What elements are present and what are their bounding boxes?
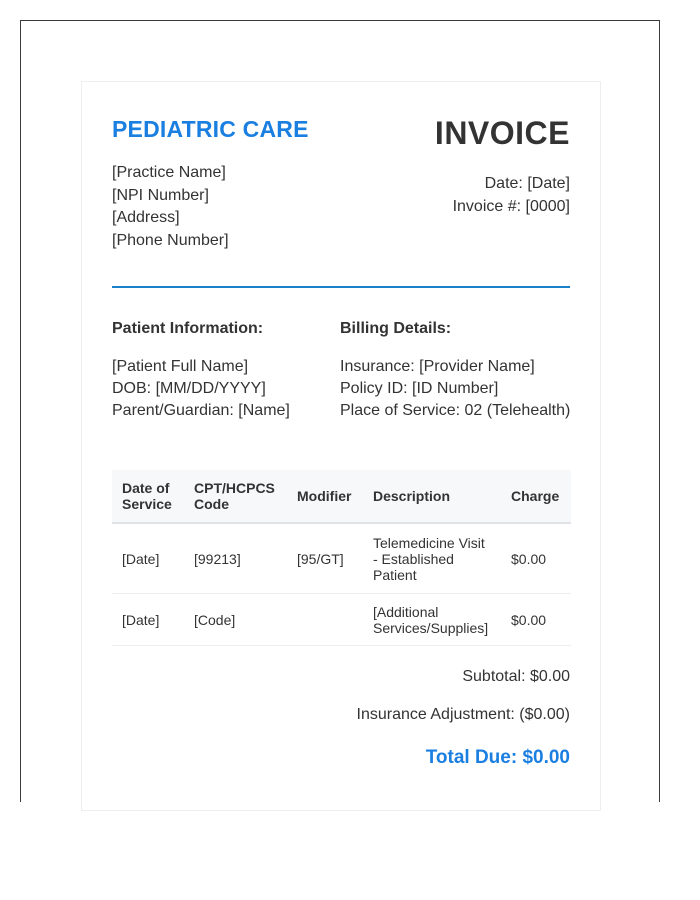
practice-address: [Address]	[112, 209, 180, 226]
practice-brand: PEDIATRIC CARE	[112, 116, 309, 142]
subtotal: Subtotal: $0.00	[462, 668, 570, 685]
table-header-row	[112, 470, 571, 523]
practice-phone: [Phone Number]	[112, 231, 229, 249]
cell-code: [Code]	[184, 594, 287, 646]
patient-dob: DOB: [MM/DD/YYYY]	[112, 380, 266, 397]
insurance-adjustment: Insurance Adjustment: ($0.00)	[356, 706, 570, 723]
cell-description: [Additional Services/Supplies]	[363, 594, 501, 646]
cell-date: [Date]	[112, 523, 184, 594]
place-of-service: Place of Service: 02 (Telehealth)	[340, 402, 571, 419]
cell-modifier	[287, 594, 363, 646]
cell-date: [Date]	[112, 594, 184, 646]
total-due: Total Due: $0.00	[425, 747, 570, 768]
table-row	[112, 594, 571, 646]
cell-description: Telemedicine Visit - Established Patient	[363, 523, 501, 594]
billing-details	[340, 320, 580, 422]
invoice-meta	[453, 173, 570, 218]
invoice-date: Date: [Date]	[484, 175, 570, 192]
patient-heading: Patient Information:	[112, 320, 264, 337]
cell-charge: $0.00	[501, 523, 571, 594]
column-header-date: Date of Service	[112, 470, 184, 523]
header-divider	[112, 286, 570, 288]
billing-heading: Billing Details:	[340, 320, 452, 337]
npi-number: [NPI Number]	[112, 186, 209, 204]
invoice-title: INVOICE	[434, 115, 570, 151]
insurance-provider: Insurance: [Provider Name]	[340, 358, 535, 375]
patient-information	[112, 320, 332, 422]
practice-details	[112, 162, 229, 252]
parent-guardian: Parent/Guardian: [Name]	[112, 402, 290, 419]
invoice-number: Invoice #: [0000]	[452, 197, 570, 215]
practice-name: [Practice Name]	[112, 164, 226, 181]
table-row	[112, 523, 571, 594]
policy-id: Policy ID: [ID Number]	[340, 380, 499, 397]
cell-modifier: [95/GT]	[287, 523, 363, 594]
patient-name: [Patient Full Name]	[112, 358, 249, 375]
column-header-charge: Charge	[501, 470, 571, 523]
column-header-description: Description	[363, 470, 501, 523]
column-header-code: CPT/HCPCS Code	[184, 470, 287, 523]
charges-table	[112, 470, 571, 646]
cell-code: [99213]	[184, 523, 287, 594]
cell-charge: $0.00	[501, 594, 571, 646]
column-header-modifier: Modifier	[287, 470, 363, 523]
